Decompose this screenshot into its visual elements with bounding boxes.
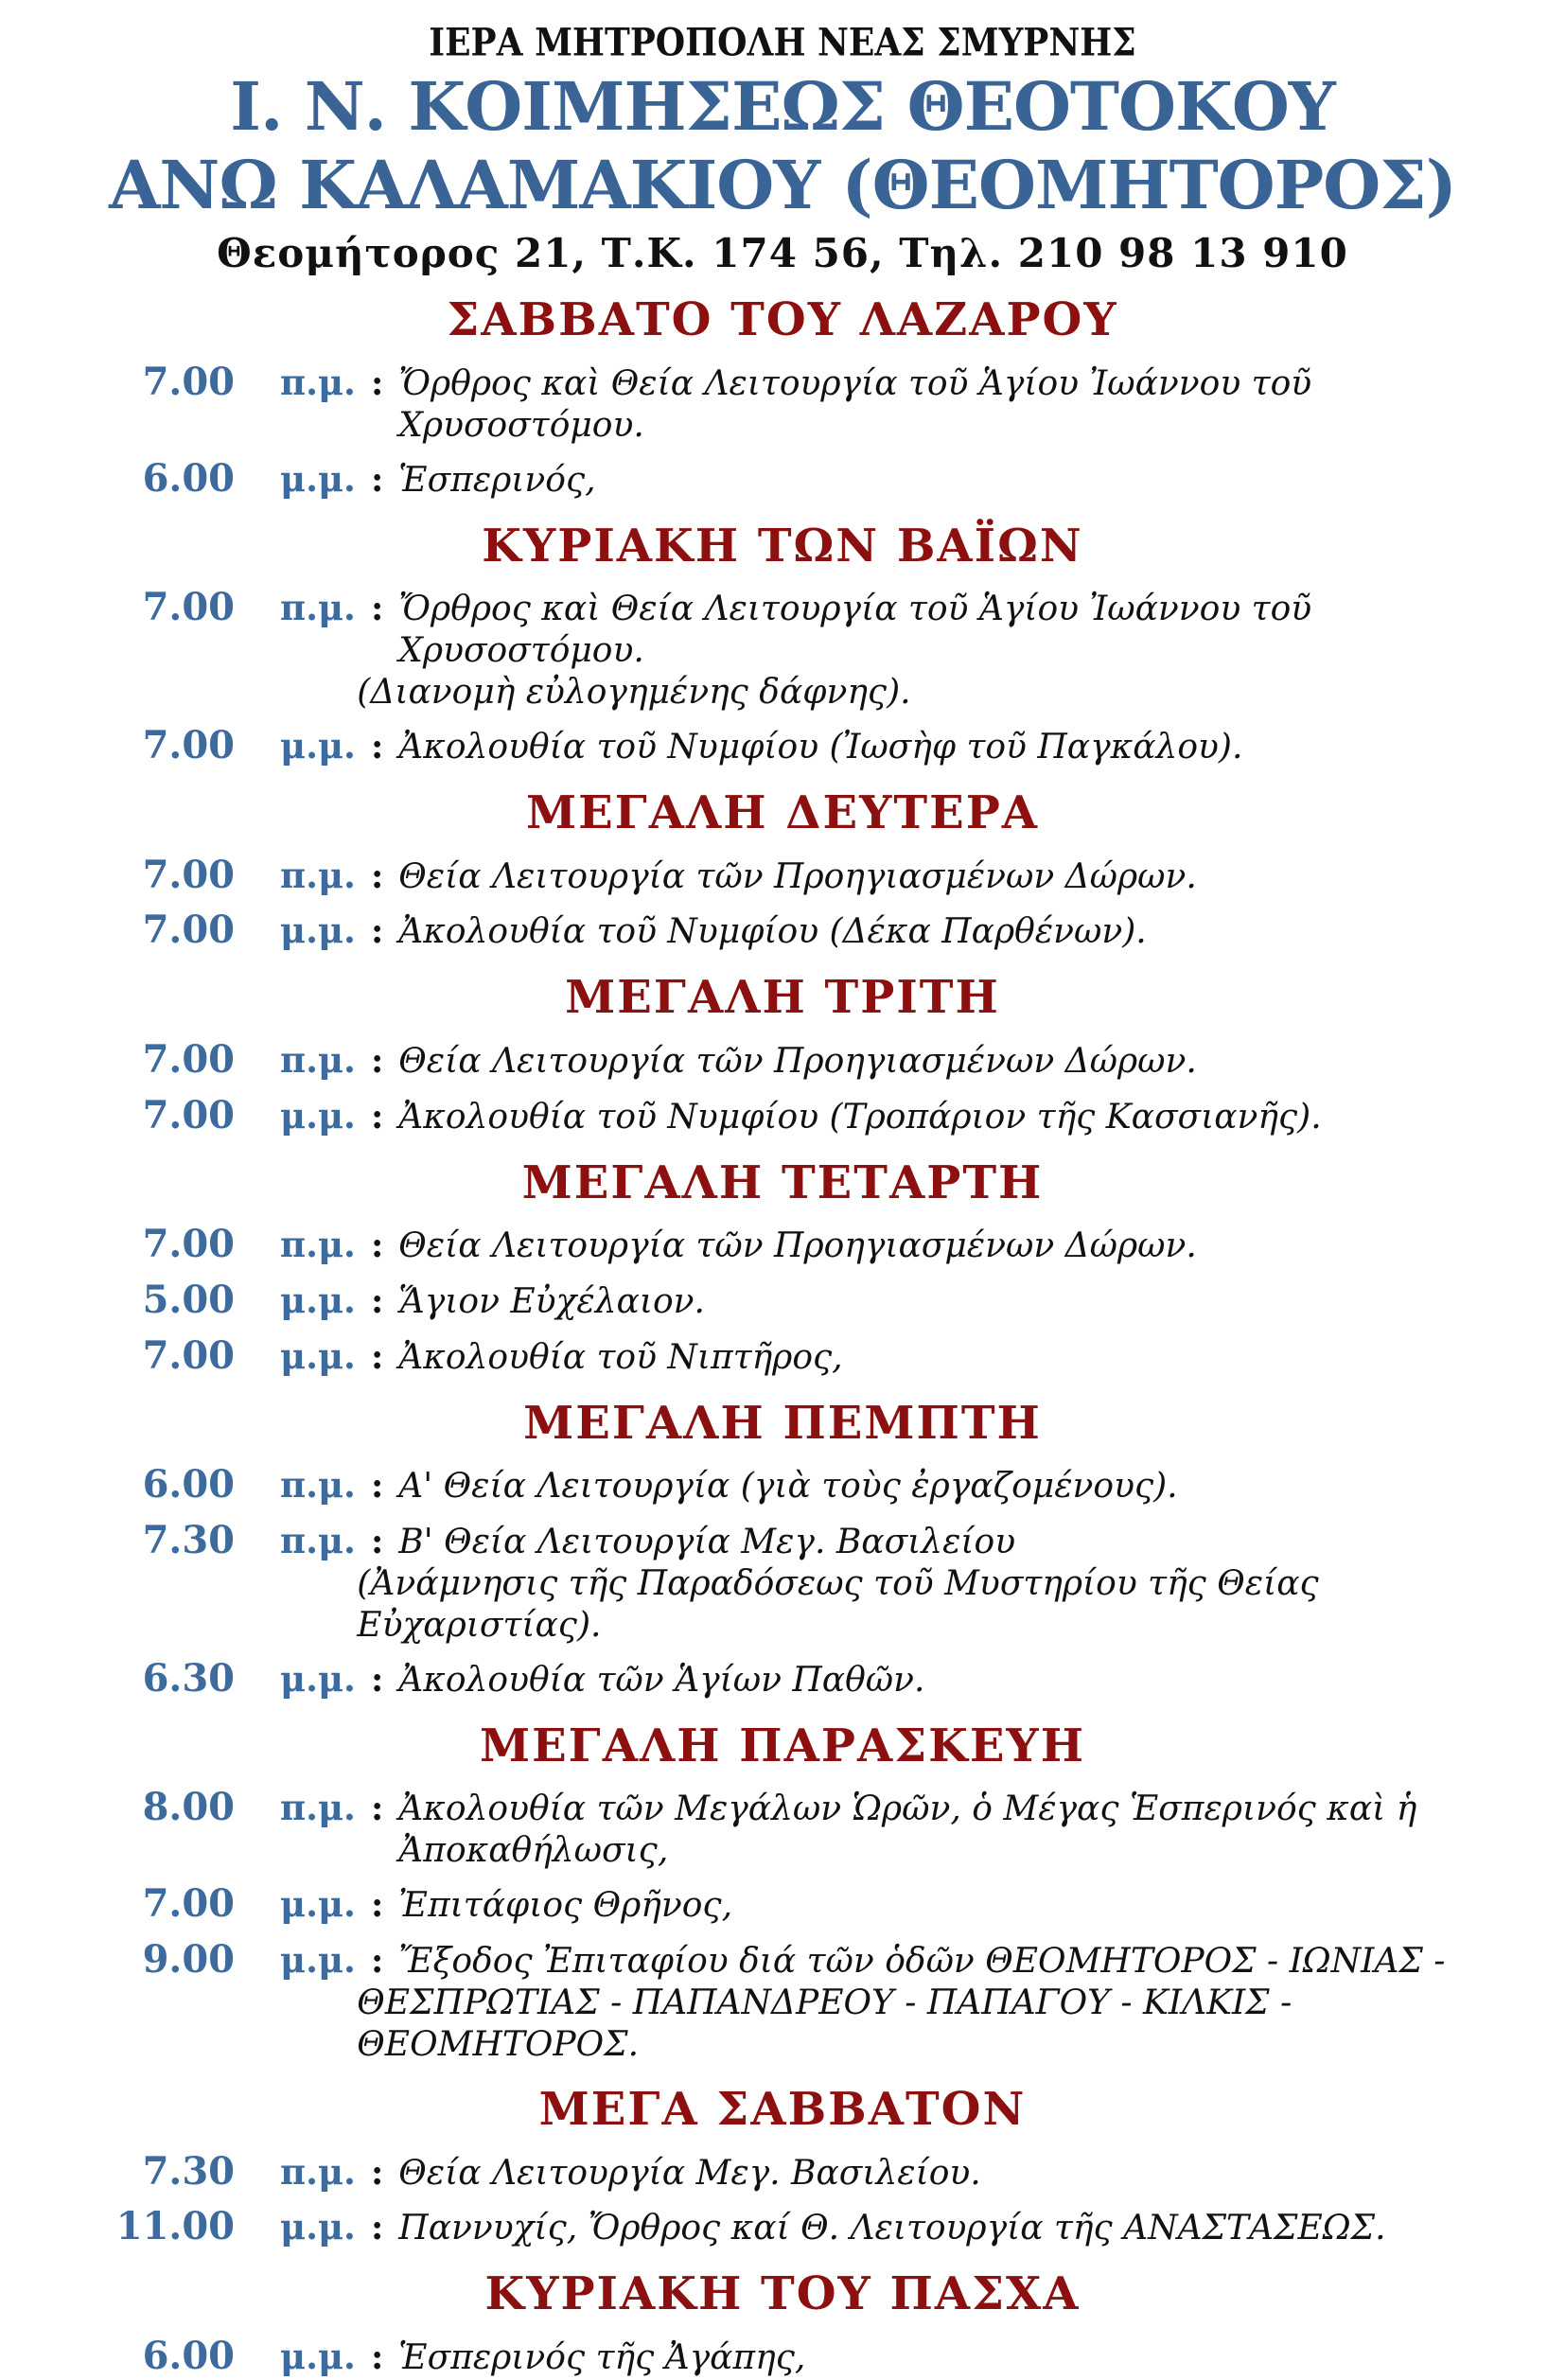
entry-description-main: Θεία Λειτουργία Μεγ. Βασιλείου. [398,2153,981,2193]
entry-description [398,1466,1177,1507]
schedule-entry [0,2204,1565,2250]
entry-description [398,1789,1565,1872]
entry-description-main: Ἀκολουθία τῶν Ἁγίων Παθῶν. [398,1660,925,1700]
entry-description [398,2208,1385,2249]
section-entries [0,853,1565,955]
entry-time: 7.00 [142,1036,235,1082]
entry-description-main: Θεία Λειτουργία τῶν Προηγιασμένων Δώρων. [398,1226,1197,1266]
entry-colon: : [371,2152,384,2193]
entry-description-main: Ἔξοδος Ἐπιταφίου διά τῶν ὁδῶν ΘΕΟΜΗΤΟΡΟΣ - ΙΩΝΙΑΣ - [398,1942,1446,1982]
entry-description [357,589,1565,714]
entry-period: π.μ. [280,2150,356,2193]
section [0,1721,1565,2066]
section [0,2082,1565,2250]
schedule-entry [0,585,1565,714]
entry-time: 6.00 [142,2333,235,2378]
entry-description [398,1337,842,1379]
address-line: Θεομήτορος 21, Τ.Κ. 174 56, Τηλ. 210 98 13 910 [217,230,1348,277]
church-name-line2: ΑΝΩ ΚΑΛΑΜΑΚΙΟΥ (ΘΕΟΜΗΤΟΡΟΣ) [109,145,1456,224]
entry-description-main: Ἀκολουθία τοῦ Νυμφίου (Τροπάριον τῆς Κασσιανῆς). [398,1097,1322,1137]
entry-description-main: Β' Θεία Λειτουργία Μεγ. Βασιλείου [398,1523,1016,1562]
entry-colon: : [371,1789,384,1829]
schedule-entry [0,360,1565,447]
entry-colon: : [371,2336,384,2377]
section-entries [0,1222,1565,1379]
entry-colon: : [371,855,384,896]
schedule-entry [0,723,1565,769]
church-name-line1: Ι. Ν. ΚΟΙΜΗΣΕΩΣ ΘΕΟΤΟΚΟΥ [230,67,1335,146]
entry-description [398,1885,732,1927]
entry-description [398,856,1197,898]
section [0,521,1565,769]
section-entries [0,360,1565,502]
section-entries [0,1785,1565,2065]
entry-period: μ.μ. [280,1094,356,1137]
entry-period: π.μ. [280,1787,356,1829]
entry-description [357,1522,1565,1647]
section-title: ΜΕΓΑ ΣΑΒΒΑΤΟΝ [538,2082,1027,2136]
entry-description [398,1225,1197,1267]
schedule-entry [0,456,1565,502]
entry-time: 7.00 [142,359,235,404]
entry-description [398,727,1242,768]
entry-colon: : [371,1336,384,1377]
entry-description-main: Ἑσπερινός, [398,460,596,500]
schedule-entry [0,1462,1565,1508]
entry-period: μ.μ. [280,1279,356,1322]
entry-colon: : [371,1885,384,1926]
entry-description-continuation: ΘΕΣΠΡΩΤΙΑΣ - ΠΑΠΑΝΔΡΕΟΥ - ΠΑΠΑΓΟΥ - ΚΙΛΚΙΣ - ΘΕΟΜΗΤΟΡΟΣ. [357,1983,1292,2064]
schedule-entry [0,1937,1565,2066]
entry-time: 7.00 [142,1332,235,1378]
schedule-entry [0,1656,1565,1702]
section [0,1396,1565,1702]
section [0,295,1565,502]
entry-description-main: Ὄρθρος καὶ Θεία Λειτουργία τοῦ Ἁγίου Ἰωάννου τοῦ Χρυσοστόμου. [398,363,1312,445]
entry-description [398,2337,805,2379]
entry-time: 9.00 [142,1937,235,1983]
entry-description-main: Θεία Λειτουργία τῶν Προηγιασμένων Δώρων. [398,1041,1197,1081]
entry-period: π.μ. [280,1038,356,1081]
section-title: ΣΑΒΒΑΤΟ ΤΟΥ ΛΑΖΑΡΟΥ [447,293,1118,347]
entry-description-main: Ὄρθρος καὶ Θεία Λειτουργία τοῦ Ἁγίου Ἰωάννου τοῦ Χρυσοστόμου. [398,590,1312,671]
entry-period: π.μ. [280,1520,356,1562]
section-title: ΜΕΓΑΛΗ ΔΕΥΤΕΡΑ [525,785,1040,839]
entry-period: π.μ. [280,854,356,896]
schedule-entry [0,1222,1565,1268]
entry-description [398,1281,705,1323]
entry-time: 7.00 [142,852,235,897]
entry-colon: : [371,1941,384,1982]
entry-period: μ.μ. [280,1334,356,1377]
entry-description [398,363,1565,447]
section-title: ΜΕΓΑΛΗ ΠΕΜΠΤΗ [523,1396,1042,1450]
schedule-entry [0,853,1565,899]
schedule-entry [0,1785,1565,1872]
entry-time: 6.30 [142,1655,235,1701]
schedule-entry [0,1093,1565,1139]
schedule-entry [0,1881,1565,1928]
entry-time: 7.00 [142,908,235,953]
section [0,973,1565,1138]
entry-colon: : [371,1522,384,1562]
entry-time: 8.00 [142,1785,235,1830]
section-title: ΜΕΓΑΛΗ ΤΡΙΤΗ [565,971,1000,1025]
entry-description [398,1097,1321,1138]
entry-colon: : [371,362,384,403]
section-title: ΚΥΡΙΑΚΗ ΤΟΥ ΠΑΣΧΑ [484,2267,1081,2321]
section [0,785,1565,954]
header [0,20,1565,277]
schedule-entry [0,1037,1565,1084]
entry-description-main: Ἅγιον Εὐχέλαιον. [398,1282,705,1322]
entry-description [398,1660,924,1701]
entry-colon: : [371,589,384,629]
entry-colon: : [371,459,384,500]
entry-description-main: Ἀκολουθία τοῦ Νιπτῆρος, [398,1337,843,1377]
entry-time: 7.00 [142,1092,235,1137]
schedule-entry [0,1278,1565,1324]
entry-colon: : [371,911,384,952]
section-entries [0,1037,1565,1139]
section-title: ΜΕΓΑΛΗ ΤΕΤΑΡΤΗ [521,1155,1044,1209]
entry-colon: : [371,1466,384,1507]
entry-time: 7.00 [142,723,235,768]
entry-colon: : [371,1659,384,1700]
entry-time: 7.00 [142,1881,235,1927]
section [0,2269,1565,2380]
entry-time: 6.00 [142,1462,235,1507]
entry-time: 7.00 [142,585,235,630]
entry-time: 6.00 [142,455,235,501]
schedule-entry [0,1518,1565,1647]
entry-period: π.μ. [280,1224,356,1266]
entry-colon: : [371,1096,384,1137]
entry-description-main: Ἐπιτάφιος Θρῆνος, [398,1886,733,1926]
entry-period: μ.μ. [280,457,356,500]
entry-time: 7.00 [142,1222,235,1267]
section [0,1155,1565,1380]
entry-period: π.μ. [280,587,356,629]
entry-colon: : [371,2208,384,2248]
entry-description-main: Ἀκολουθία τοῦ Νυμφίου (Ἰωσὴφ τοῦ Παγκάλου). [398,728,1243,767]
entry-period: μ.μ. [280,1657,356,1700]
entry-period: μ.μ. [280,725,356,767]
entry-time: 11.00 [115,2204,235,2249]
entry-colon: : [371,1225,384,1266]
entry-period: π.μ. [280,361,356,403]
section-entries [0,1462,1565,1701]
entry-period: μ.μ. [280,2206,356,2248]
entry-description [398,2153,980,2195]
schedule-entry [0,1333,1565,1380]
entry-period: π.μ. [280,1464,356,1507]
section-entries [0,2149,1565,2251]
metropolis-line: ΙΕΡΑ ΜΗΤΡΟΠΟΛΗ ΝΕΑΣ ΣΜΥΡΝΗΣ [429,20,1136,65]
section-title: ΚΥΡΙΑΚΗ ΤΩΝ ΒΑΪΩΝ [482,519,1083,573]
schedule-entry [0,2334,1565,2380]
entry-description-main: Ἀκολουθία τῶν Μεγάλων Ὡρῶν, ὁ Μέγας Ἑσπερινός καὶ ἡ Ἀποκαθήλωσις, [398,1789,1417,1871]
entry-description-main: Ἑσπερινός τῆς Ἀγάπης, [398,2337,806,2377]
entry-period: μ.μ. [280,2335,356,2377]
entry-time: 7.30 [142,1518,235,1563]
entry-description [398,911,1146,953]
entry-time: 7.30 [142,2148,235,2194]
entry-description-continuation: (Διανομὴ εὐλογημένης δάφνης). [357,673,911,713]
entry-colon: : [371,1281,384,1322]
entry-description-main: Θεία Λειτουργία τῶν Προηγιασμένων Δώρων. [398,856,1197,896]
schedule-entry [0,2149,1565,2195]
schedule-entry [0,908,1565,954]
entry-period: μ.μ. [280,1939,356,1982]
entry-description-main: Α' Θεία Λειτουργία (γιὰ τοὺς ἐργαζομένους). [398,1467,1178,1507]
entry-description-main: Παννυχίς, Ὄρθρος καί Θ. Λειτουργία τῆς ΑΝΑΣΤΑΣΕΩΣ. [398,2209,1386,2248]
entry-description-continuation: (Ἀνάμνησις τῆς Παραδόσεως τοῦ Μυστηρίου τῆς Θείας Εὐχαριστίας). [357,1564,1319,1645]
schedule-sections [0,295,1565,2379]
entry-period: μ.μ. [280,909,356,952]
entry-period: μ.μ. [280,1883,356,1926]
entry-description [357,1941,1565,2066]
entry-colon: : [371,1040,384,1081]
entry-time: 5.00 [142,1278,235,1323]
section-title: ΜΕΓΑΛΗ ΠΑΡΑΣΚΕΥΗ [479,1719,1086,1772]
entry-description [398,460,595,502]
section-entries [0,585,1565,769]
entry-description-main: Ἀκολουθία τοῦ Νυμφίου (Δέκα Παρθένων). [398,912,1147,952]
entry-colon: : [371,727,384,767]
entry-description [398,1041,1197,1083]
section-entries [0,2334,1565,2380]
